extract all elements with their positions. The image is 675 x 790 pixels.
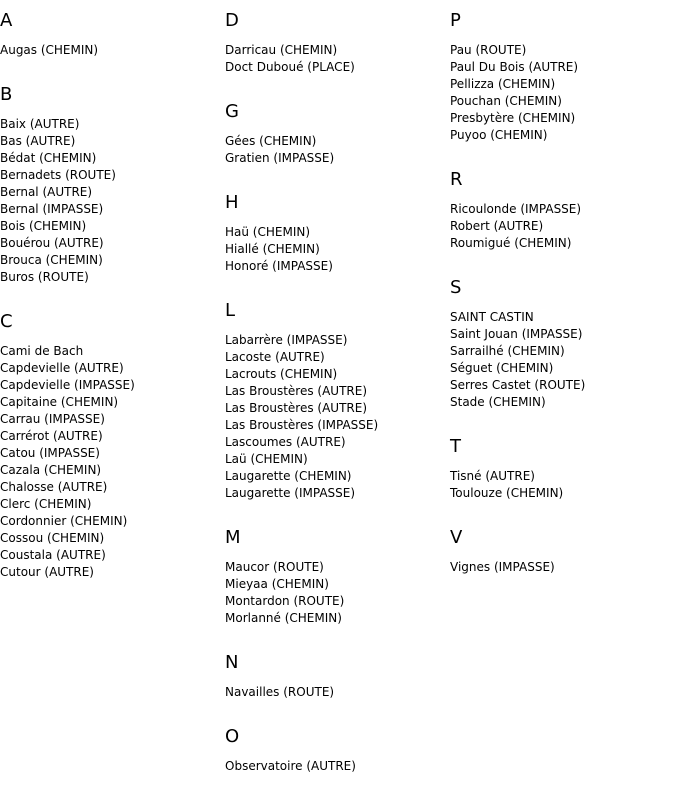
street-link[interactable]: Doct Duboué (PLACE) xyxy=(225,60,355,74)
street-link[interactable]: Gratien (IMPASSE) xyxy=(225,151,335,165)
street-link[interactable]: Coustala (AUTRE) xyxy=(0,548,106,562)
street-link[interactable]: Lascoumes (AUTRE) xyxy=(225,435,346,449)
section-letter-heading: S xyxy=(450,277,462,298)
street-link[interactable]: Pellizza (CHEMIN) xyxy=(450,77,556,91)
street-link[interactable]: SAINT CASTIN xyxy=(450,310,534,324)
street-link[interactable]: Las Broustères (AUTRE) xyxy=(225,401,368,415)
street-index-column-1 xyxy=(0,0,225,596)
street-link[interactable]: Paul Du Bois (AUTRE) xyxy=(450,60,579,74)
street-link[interactable]: Bernadets (ROUTE) xyxy=(0,168,116,182)
letter-section xyxy=(225,0,450,76)
street-link[interactable]: Navailles (ROUTE) xyxy=(225,685,335,699)
street-link[interactable]: Las Broustères (AUTRE) xyxy=(225,384,368,398)
street-link[interactable]: Lacoste (AUTRE) xyxy=(225,350,325,364)
street-link[interactable]: Tisné (AUTRE) xyxy=(450,469,535,483)
section-letter-heading: L xyxy=(225,300,236,321)
section-letter-heading: T xyxy=(450,436,461,457)
section-letter-heading: O xyxy=(225,726,240,747)
letter-section xyxy=(225,91,450,167)
street-link[interactable]: Capdevielle (IMPASSE) xyxy=(0,378,135,392)
street-link[interactable]: Observatoire (AUTRE) xyxy=(225,759,356,773)
street-link[interactable]: Laü (CHEMIN) xyxy=(225,452,308,466)
street-link[interactable]: Sarrailhé (CHEMIN) xyxy=(450,344,565,358)
street-link[interactable]: Presbytère (CHEMIN) xyxy=(450,111,576,125)
street-link[interactable]: Saint Jouan (IMPASSE) xyxy=(450,327,583,341)
street-link[interactable]: Buros (ROUTE) xyxy=(0,270,89,284)
street-link[interactable]: Lacrouts (CHEMIN) xyxy=(225,367,338,381)
street-link[interactable]: Roumigué (CHEMIN) xyxy=(450,236,572,250)
street-link[interactable]: Cazala (CHEMIN) xyxy=(0,463,102,477)
street-link[interactable]: Capitaine (CHEMIN) xyxy=(0,395,119,409)
section-letter-heading: C xyxy=(0,311,13,332)
letter-section xyxy=(450,267,675,411)
section-letter-heading: R xyxy=(450,169,463,190)
street-link[interactable]: Laugarette (CHEMIN) xyxy=(225,469,352,483)
street-link[interactable]: Brouca (CHEMIN) xyxy=(0,253,103,267)
letter-section xyxy=(450,426,675,502)
letter-section xyxy=(225,182,450,275)
street-link[interactable]: Cutour (AUTRE) xyxy=(0,565,94,579)
street-link[interactable]: Maucor (ROUTE) xyxy=(225,560,324,574)
street-link[interactable]: Baix (AUTRE) xyxy=(0,117,80,131)
street-link[interactable]: Cami de Bach xyxy=(0,344,84,358)
street-link[interactable]: Bernal (IMPASSE) xyxy=(0,202,104,216)
street-index-column-2 xyxy=(225,0,450,790)
street-index-column-3 xyxy=(450,0,675,591)
street-link[interactable]: Laugarette (IMPASSE) xyxy=(225,486,356,500)
street-link[interactable]: Darricau (CHEMIN) xyxy=(225,43,338,57)
street-link[interactable]: Puyoo (CHEMIN) xyxy=(450,128,548,142)
street-link[interactable]: Chalosse (AUTRE) xyxy=(0,480,108,494)
street-link[interactable]: Carrau (IMPASSE) xyxy=(0,412,105,426)
section-letter-heading: B xyxy=(0,84,13,105)
street-link[interactable]: Séguet (CHEMIN) xyxy=(450,361,554,375)
letter-section xyxy=(450,159,675,252)
section-letter-heading: G xyxy=(225,101,239,122)
street-link[interactable]: Bernal (AUTRE) xyxy=(0,185,93,199)
street-link[interactable]: Montardon (ROUTE) xyxy=(225,594,345,608)
street-link[interactable]: Augas (CHEMIN) xyxy=(0,43,99,57)
street-link[interactable]: Mieyaa (CHEMIN) xyxy=(225,577,329,591)
letter-section xyxy=(450,517,675,576)
section-letter-heading: A xyxy=(0,10,13,31)
section-letter-heading: M xyxy=(225,527,241,548)
street-link[interactable]: Bédat (CHEMIN) xyxy=(0,151,97,165)
street-link[interactable]: Catou (IMPASSE) xyxy=(0,446,100,460)
letter-section xyxy=(225,642,450,701)
street-link[interactable]: Hiallé (CHEMIN) xyxy=(225,242,320,256)
street-link[interactable]: Bouérou (AUTRE) xyxy=(0,236,104,250)
letter-section xyxy=(0,74,225,286)
section-letter-heading: P xyxy=(450,10,461,31)
street-link[interactable]: Morlanné (CHEMIN) xyxy=(225,611,342,625)
letter-section xyxy=(0,301,225,581)
street-link[interactable]: Cossou (CHEMIN) xyxy=(0,531,105,545)
street-link[interactable]: Gées (CHEMIN) xyxy=(225,134,317,148)
street-link[interactable]: Clerc (CHEMIN) xyxy=(0,497,92,511)
letter-section xyxy=(225,290,450,502)
letter-section xyxy=(0,0,225,59)
section-letter-heading: H xyxy=(225,192,239,213)
street-link[interactable]: Vignes (IMPASSE) xyxy=(450,560,555,574)
street-link[interactable]: Toulouze (CHEMIN) xyxy=(450,486,564,500)
letter-section xyxy=(225,716,450,775)
street-link[interactable]: Las Broustères (IMPASSE) xyxy=(225,418,379,432)
letter-section xyxy=(225,517,450,627)
section-letter-heading: N xyxy=(225,652,239,673)
street-link[interactable]: Capdevielle (AUTRE) xyxy=(0,361,124,375)
street-link[interactable]: Serres Castet (ROUTE) xyxy=(450,378,586,392)
street-link[interactable]: Pau (ROUTE) xyxy=(450,43,527,57)
street-link[interactable]: Pouchan (CHEMIN) xyxy=(450,94,562,108)
street-link[interactable]: Labarrère (IMPASSE) xyxy=(225,333,348,347)
section-letter-heading: V xyxy=(450,527,463,548)
street-link[interactable]: Ricoulonde (IMPASSE) xyxy=(450,202,582,216)
street-link[interactable]: Haü (CHEMIN) xyxy=(225,225,311,239)
section-letter-heading: D xyxy=(225,10,239,31)
street-link[interactable]: Stade (CHEMIN) xyxy=(450,395,546,409)
street-link[interactable]: Robert (AUTRE) xyxy=(450,219,544,233)
street-link[interactable]: Bas (AUTRE) xyxy=(0,134,76,148)
letter-section xyxy=(450,0,675,144)
street-link[interactable]: Carrérot (AUTRE) xyxy=(0,429,103,443)
street-link[interactable]: Cordonnier (CHEMIN) xyxy=(0,514,128,528)
street-link[interactable]: Bois (CHEMIN) xyxy=(0,219,87,233)
street-link[interactable]: Honoré (IMPASSE) xyxy=(225,259,333,273)
